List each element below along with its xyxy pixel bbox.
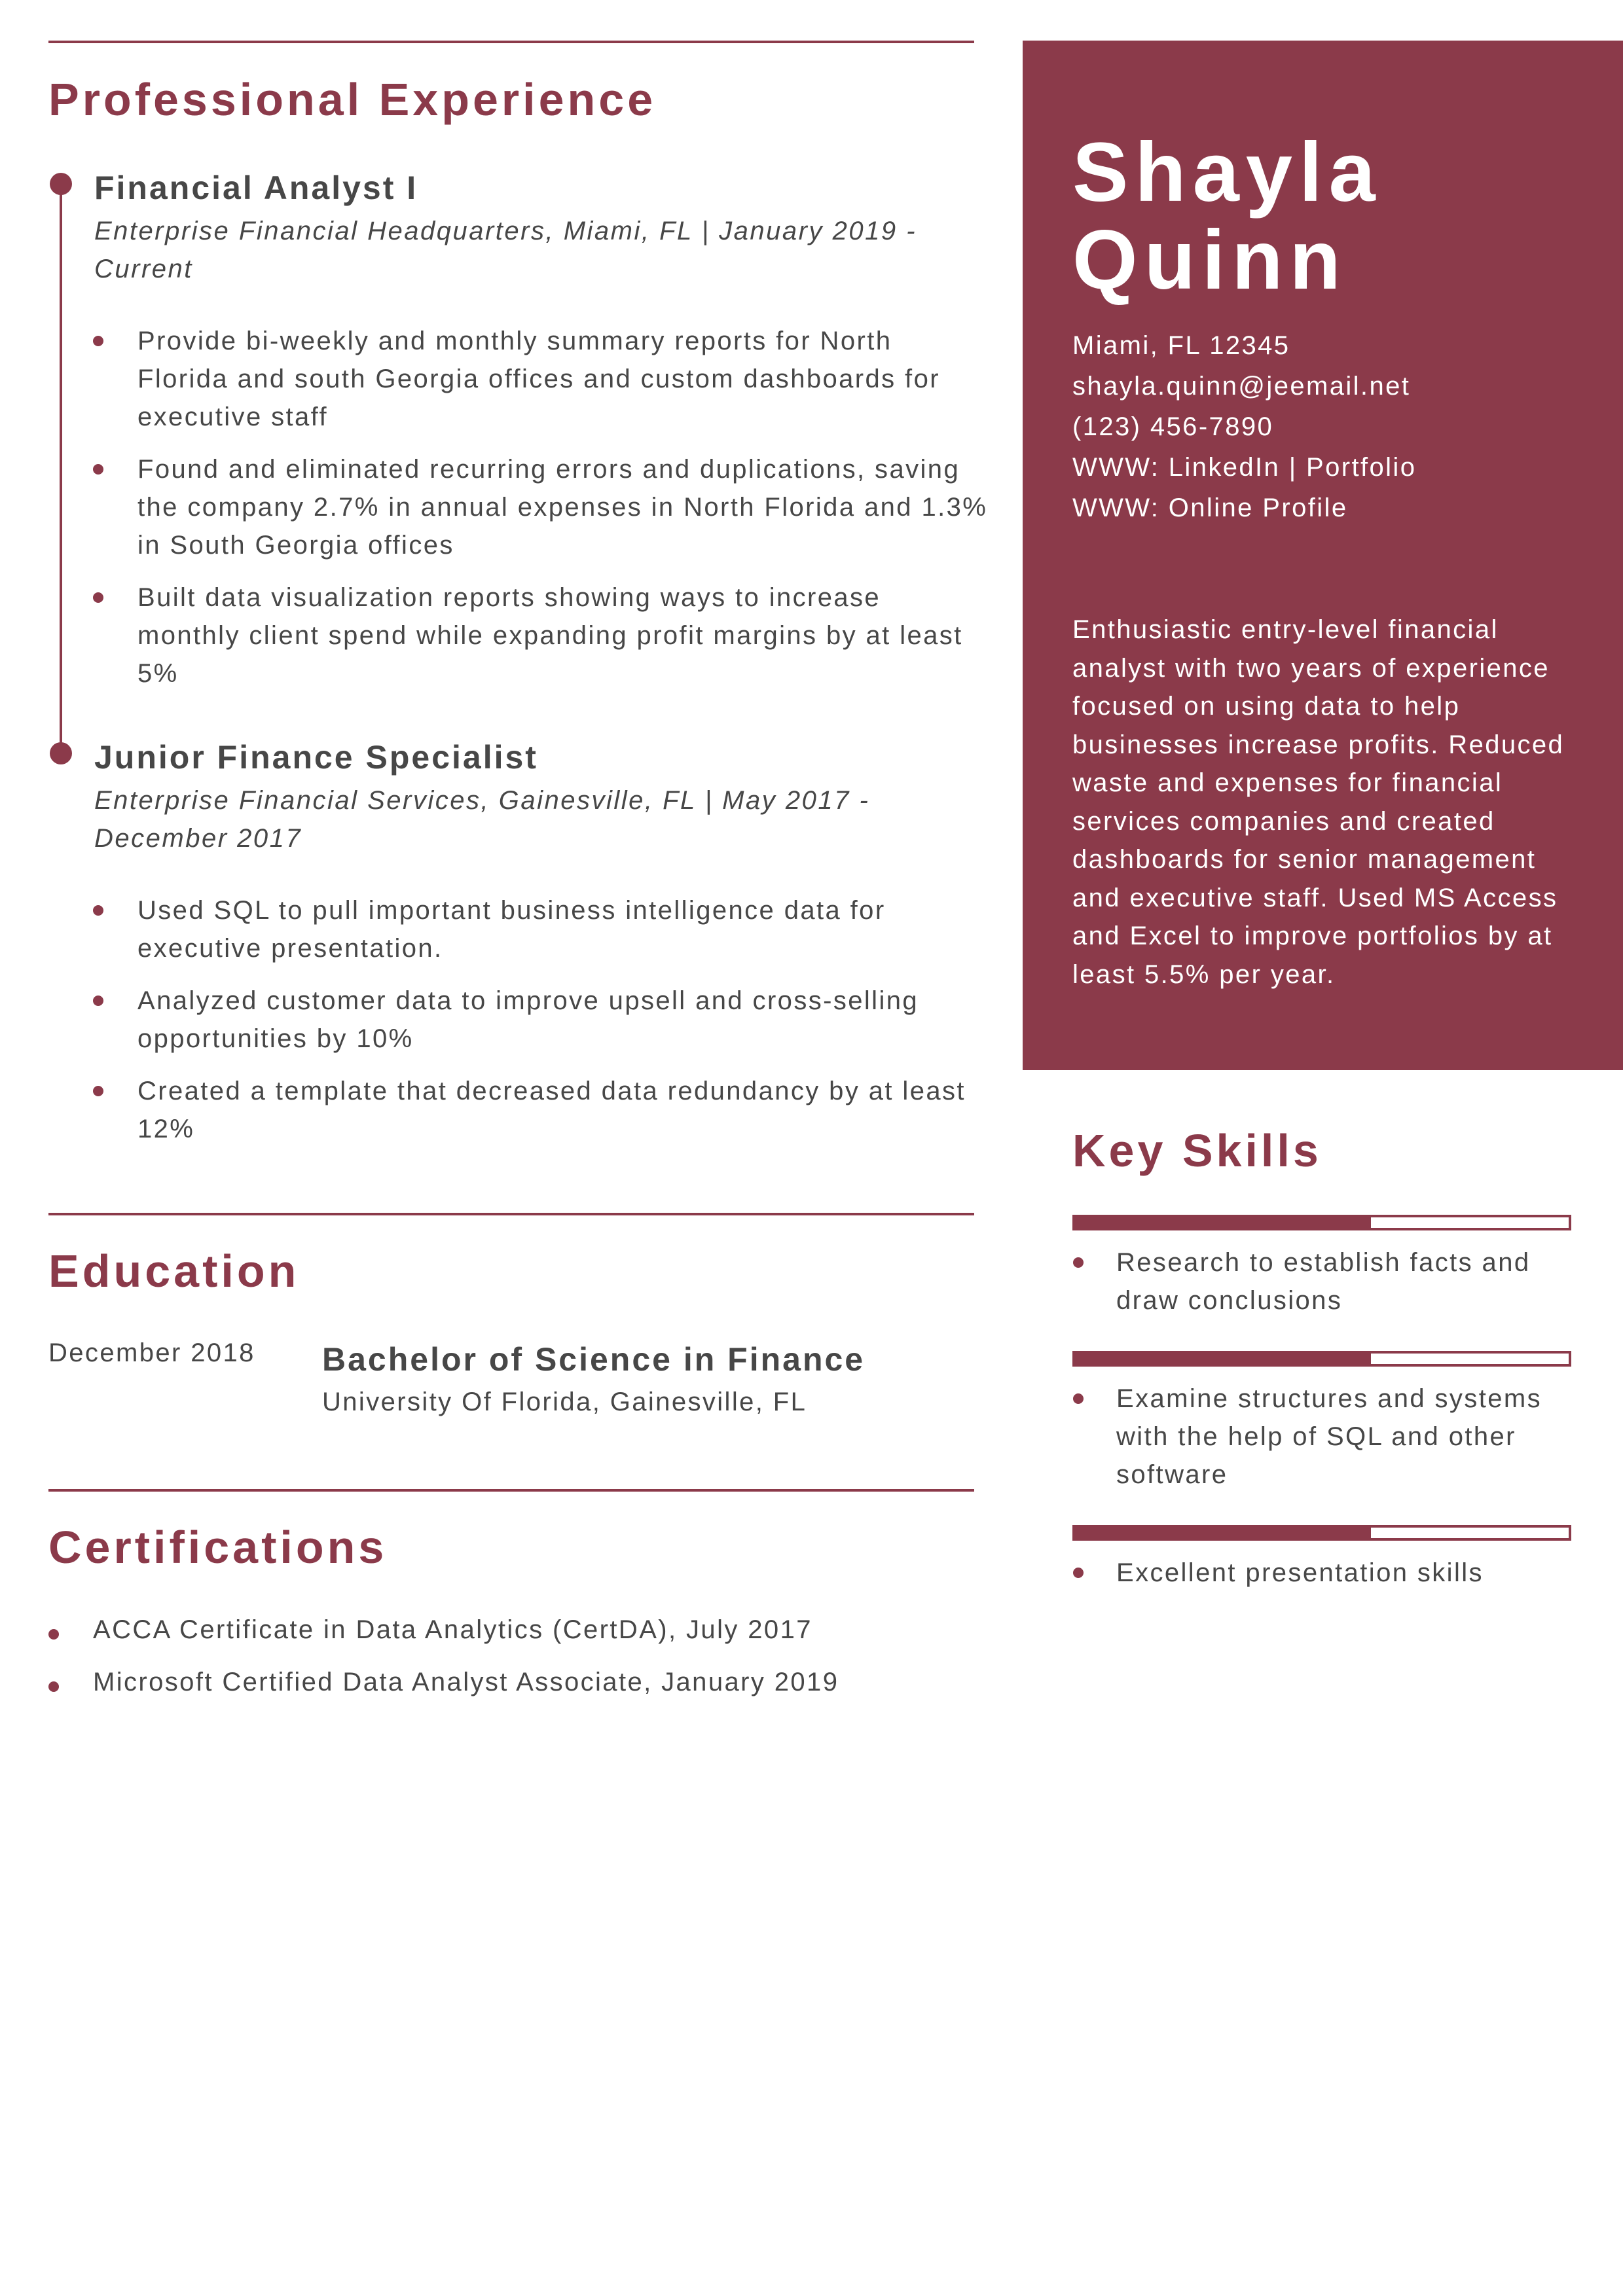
skill-level-bar <box>1072 1215 1571 1230</box>
skill-item: Excellent presentation skills <box>1116 1554 1588 1592</box>
contact-online-profile[interactable]: WWW: Online Profile <box>1072 493 1348 522</box>
education-heading: Education <box>48 1246 300 1297</box>
experience-heading: Professional Experience <box>48 74 657 125</box>
contact-web-links[interactable]: WWW: LinkedIn | Portfolio <box>1072 453 1417 482</box>
certification-item: ACCA Certificate in Data Analytics (CertDA), July 2017 <box>93 1615 812 1644</box>
skill-item: Examine structures and systems with the help of SQL and other software <box>1116 1380 1588 1494</box>
certifications-heading: Certifications <box>48 1522 388 1573</box>
skill-level-fill <box>1075 1217 1371 1228</box>
job-location-dates: , Gainesville, FL | May 2017 - December 2017 <box>94 786 870 853</box>
first-name: Shayla <box>1072 126 1382 219</box>
job-title: Junior Finance Specialist <box>94 739 538 776</box>
certification-item: Microsoft Certified Data Analyst Associate, January 2019 <box>93 1668 839 1696</box>
job-company: Enterprise Financial Services <box>94 786 481 815</box>
job-bullet: Analyzed customer data to improve upsell and cross-selling opportunities by 10% <box>137 982 989 1058</box>
section-divider <box>48 1489 974 1492</box>
job-bullet: Built data visualization reports showing ways to increase monthly client spend while expanding profit margins by at least 5% <box>137 579 989 692</box>
contact-address: Miami, FL 12345 <box>1072 331 1290 360</box>
skill-level-bar <box>1072 1351 1571 1367</box>
job-location-dates: , Miami, FL | January 2019 - Current <box>94 217 917 283</box>
skill-item: Research to establish facts and draw conclusions <box>1116 1244 1588 1319</box>
section-divider <box>48 1213 974 1215</box>
section-divider <box>48 41 974 43</box>
skill-level-fill <box>1075 1354 1371 1364</box>
job-bullet: Provide bi-weekly and monthly summary reports for North Florida and south Georgia offices and custom dashboards for executive staff <box>137 322 989 436</box>
education-degree: Bachelor of Science in Finance <box>322 1341 866 1378</box>
contact-email[interactable]: shayla.quinn@jeemail.net <box>1072 372 1411 401</box>
timeline-dot <box>50 173 72 195</box>
job-bullet: Found and eliminated recurring errors and duplications, saving the company 2.7% in annual expenses in North Florida and 1.3% in South Georgia offices <box>137 450 989 564</box>
contact-phone: (123) 456-7890 <box>1072 412 1274 441</box>
skill-level-bar <box>1072 1525 1571 1541</box>
education-date: December 2018 <box>48 1338 255 1367</box>
job-meta <box>94 781 972 857</box>
job-bullet: Used SQL to pull important business intelligence data for executive presentation. <box>137 891 989 967</box>
job-title: Financial Analyst I <box>94 170 418 206</box>
education-school: University Of Florida, Gainesville, FL <box>322 1388 807 1416</box>
timeline-line <box>60 184 62 753</box>
skill-level-fill <box>1075 1528 1371 1538</box>
last-name: Quinn <box>1072 213 1347 307</box>
skills-heading: Key Skills <box>1072 1125 1322 1176</box>
professional-summary: Enthusiastic entry-level financial analyst with two years of experience focused on using data to help businesses increase profits. Reduced waste and expenses for financial services companies and created dashboards for senior management and executive staff. Used MS Access and Excel to improve portfolios by at least 5.5% per year. <box>1072 615 1565 989</box>
job-bullet: Created a template that decreased data redundancy by at least 12% <box>137 1072 989 1148</box>
job-company: Enterprise Financial Headquarters <box>94 217 546 245</box>
job-meta <box>94 212 972 288</box>
timeline-dot <box>50 742 72 764</box>
